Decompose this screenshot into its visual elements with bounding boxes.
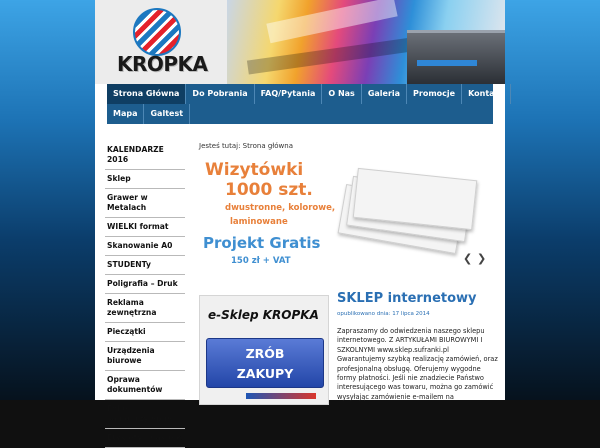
nav-item-faq[interactable]: FAQ/Pytania — [255, 84, 323, 104]
article-date: opublikowano dnia: 17 lipca 2014 — [337, 311, 430, 317]
banner-printer-strip — [417, 60, 477, 66]
nav-item-strona-glowna[interactable]: Strona Główna — [107, 84, 186, 104]
sidebar-item-poligrafia[interactable]: Poligrafia – Druk — [105, 275, 185, 294]
sidebar-menu — [105, 141, 185, 448]
sidebar-item-kalendarze[interactable]: KALENDARZE 2016 — [105, 141, 185, 170]
promo-title: e-Sklep KROPKA — [208, 308, 319, 322]
sidebar-item-reklama[interactable]: Reklama zewnętrzna — [105, 294, 185, 323]
sidebar-item-sklep[interactable]: Sklep — [105, 170, 185, 189]
logo-text: KROPKA — [117, 52, 208, 76]
shop-button-line-2: ZAKUPY — [236, 366, 294, 381]
sidebar-item-studenty[interactable]: STUDENTy — [105, 256, 185, 275]
nav-item-o-nas[interactable]: O Nas — [322, 84, 361, 104]
shop-button-line-1: ZRÓB — [245, 346, 285, 361]
slider-count: 1000 szt. — [225, 180, 313, 200]
nav-item-do-pobrania[interactable]: Do Pobrania — [186, 84, 254, 104]
main-nav — [107, 84, 504, 124]
slider-subtitle-2: laminowane — [230, 217, 288, 227]
slider-project: Projekt Gratis — [203, 234, 321, 252]
slider-subtitle-1: dwustronne, kolorowe, — [225, 203, 336, 213]
banner-printer — [407, 30, 505, 84]
logo[interactable] — [117, 6, 227, 82]
sidebar-item-urzadzenia[interactable]: Urządzenia biurowe — [105, 342, 185, 371]
sidebar-item-oprawa[interactable]: Oprawa dokumentów — [105, 371, 185, 400]
sidebar-item-grawer[interactable]: Grawer w Metalach — [105, 189, 185, 218]
sidebar-item-folie[interactable]: Folie samoprzylepne — [105, 400, 185, 429]
shop-now-button[interactable] — [206, 338, 324, 388]
header — [95, 0, 505, 84]
nav-item-galtest[interactable]: Galtest — [144, 104, 190, 124]
logo-circle-icon — [133, 8, 181, 56]
article-title[interactable]: SKLEP internetowy — [337, 291, 477, 306]
slider-prev-icon[interactable]: ❮ — [463, 252, 473, 265]
sidebar-item-wielki-format[interactable]: WIELKI format — [105, 218, 185, 237]
banner-paper-sheet — [266, 0, 397, 43]
business-cards-image — [335, 162, 475, 250]
nav-row-1 — [107, 84, 511, 104]
promo-slider[interactable] — [195, 152, 495, 274]
slider-next-icon[interactable]: ❯ — [477, 252, 487, 265]
nav-item-kontakt[interactable]: Kontakt — [462, 84, 511, 104]
nav-item-galeria[interactable]: Galeria — [362, 84, 407, 104]
nav-row-2 — [107, 104, 190, 124]
background-right — [505, 0, 600, 400]
article-body: Zapraszamy do odwiedzenia naszego sklepu internetowego. Z ARTYKUŁAMI BIUROWYMI I SZKOLNYMI www.sklep.sufranki.pl Gwarantujemy szybką realizację zamówień, oraz profesjonalną obsługę. Oferujemy wygodne formy płatności. Jeśli nie znadziecie Państwo interesującego was towaru, można go zamówić wysyłając zamówienie e-mailem na — [337, 327, 498, 401]
slider-price: 150 zł + VAT — [231, 256, 291, 266]
sidebar-item-etykiety[interactable]: Etykiety i naklejki — [105, 429, 185, 448]
background-left — [0, 0, 95, 400]
eshop-promo-box — [199, 295, 329, 405]
nav-item-promocje[interactable]: Promocje — [407, 84, 462, 104]
nav-item-mapa[interactable]: Mapa — [107, 104, 144, 124]
article — [337, 291, 499, 402]
page — [95, 0, 505, 442]
slider-title: Wizytówki — [205, 160, 304, 180]
promo-decoration — [246, 393, 316, 399]
sidebar-item-skanowanie[interactable]: Skanowanie A0 — [105, 237, 185, 256]
breadcrumb: Jesteś tutaj: Strona główna — [199, 142, 293, 150]
header-banner — [227, 0, 505, 84]
sidebar-item-pieczatki[interactable]: Pieczątki — [105, 323, 185, 342]
